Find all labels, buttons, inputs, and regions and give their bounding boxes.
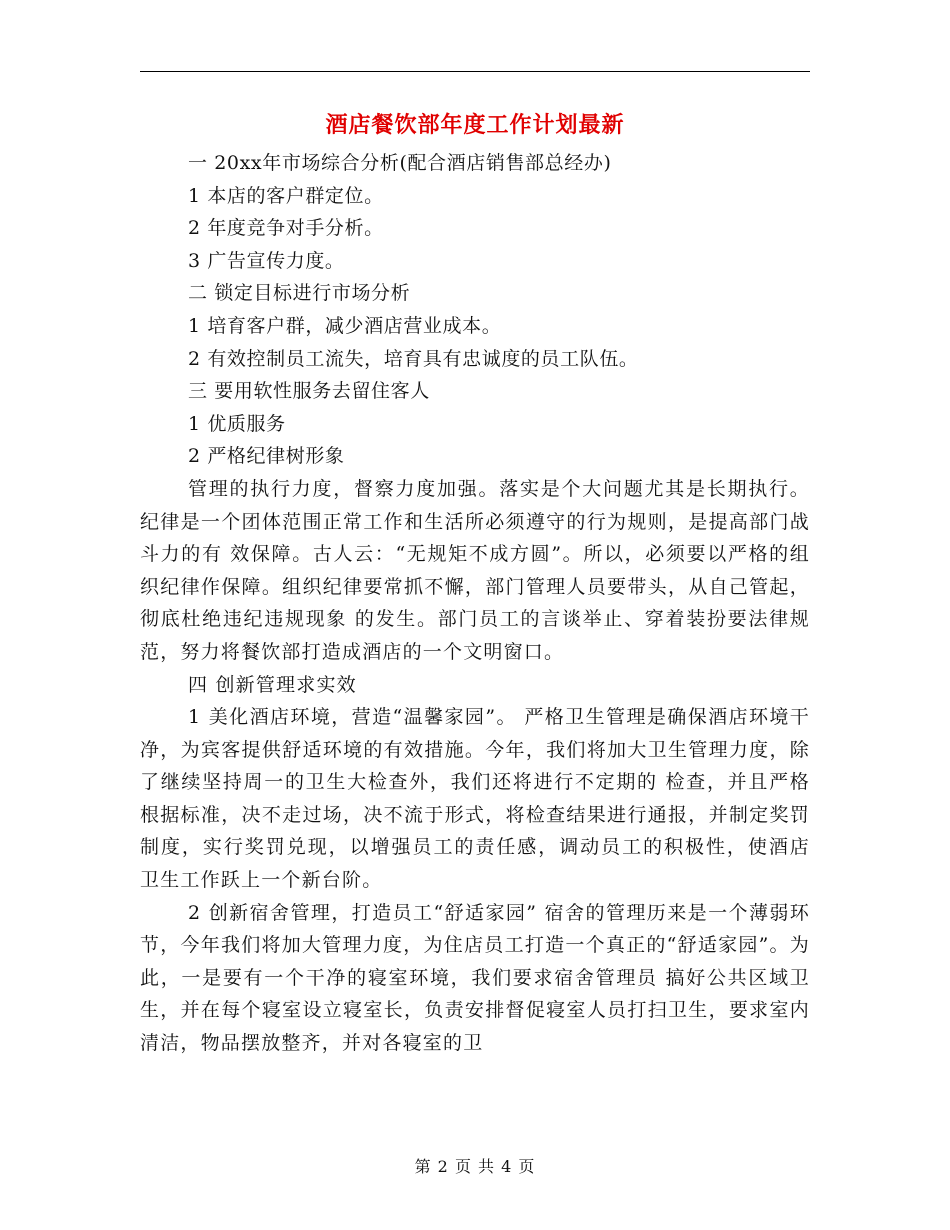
body-paragraph: 2 创新宿舍管理，打造员工“舒适家园” 宿舍的管理历来是一个薄弱环节，今年我们将加大管理力度，为住店员工打造一个真正的“舒适家园”。为此，一是要有一个干净的寝室环境，我们要求宿舍管理员 搞好公共区域卫生，并在每个寝室设立寝室长，负责安排督促寝室人员打扫卫生，要求室内清洁，物品摆放整齐，并对各寝室的卫: [140, 901, 810, 1055]
header-rule: [140, 71, 810, 72]
document-title: 酒店餐饮部年度工作计划最新: [325, 112, 625, 138]
outline-line: 1 优质服务: [188, 412, 286, 435]
outline-line: 2 年度竞争对手分析。: [188, 217, 384, 240]
outline-line: 二 锁定目标进行市场分析: [188, 282, 411, 305]
outline-line: 三 要用软性服务去留住客人: [188, 380, 430, 403]
body-paragraph: 管理的执行力度，督察力度加强。落实是个大问题尤其是长期执行。纪律是一个团体范围正常工作和生活所必须遵守的行为规则，是提高部门战斗力的有 效保障。古人云：“无规矩不成方圆”。所以，必须要以严格的组织纪律作保障。组织纪律要常抓不懈，部门管理人员要带头，从自己管起，彻底杜绝违纪违规现象 的发生。部门员工的言谈举止、穿着装扮要法律规范，努力将餐饮部打造成酒店的一个文明窗口。: [140, 477, 810, 663]
outline-line: 3 广告宣传力度。: [188, 249, 345, 272]
outline-line: 一 20xx年市场综合分析(配合酒店销售部总经办): [188, 152, 612, 174]
page-number-footer: 第 2 页 共 4 页: [414, 1157, 536, 1176]
outline-line: 1 培育客户群，减少酒店营业成本。: [188, 314, 502, 337]
outline-line: 1 本店的客户群定位。: [188, 184, 384, 207]
outline-line: 2 有效控制员工流失，培育具有忠诚度的员工队伍。: [188, 347, 639, 370]
outline-line: 2 严格纪律树形象: [188, 445, 345, 468]
section-heading: 四 创新管理求实效: [188, 673, 357, 696]
body-paragraph: 1 美化酒店环境，营造“温馨家园”。 严格卫生管理是确保酒店环境干净，为宾客提供舒适环境的有效措施。今年，我们将加大卫生管理力度，除了继续坚持周一的卫生大检查外，我们还将进行不定期的 检查，并且严格根据标准，决不走过场，决不流于形式，将检查结果进行通报，并制定奖罚制度，实行奖罚兑现，以增强员工的责任感，调动员工的积极性，使酒店 卫生工作跃上一个新台阶。: [140, 706, 810, 892]
document-body: [140, 147, 810, 1060]
